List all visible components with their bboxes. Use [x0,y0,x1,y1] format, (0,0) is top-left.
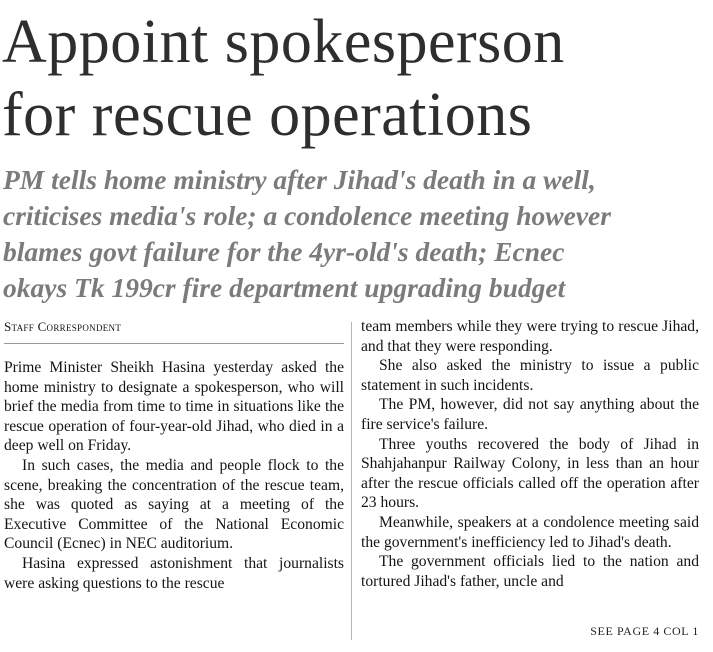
subhead-line-1: PM tells home ministry after Jihad's death in a well, [3,164,596,195]
paragraph: The government officials lied to the nation and tortured Jihad's father, uncle and [361,553,699,590]
paragraph: She also asked the ministry to issue a public statement in such incidents. [361,357,699,394]
subhead-line-3: blames govt failure for the 4yr-old's death; Ecnec [3,236,565,267]
subhead-line-2: criticises media's role; a condolence meeting however [3,200,611,231]
paragraph: The PM, however, did not say anything about the fire service's failure. [361,396,699,433]
column-divider [351,322,352,640]
continued-on-page-label: SEE PAGE 4 COL 1 [590,624,699,638]
article-column-right [361,317,699,591]
subhead-line-4: okays Tk 199cr fire department upgrading budget [3,272,566,303]
paragraph: team members while they were trying to rescue Jihad, and that they were responding. [361,318,699,355]
subheadline [3,162,709,306]
paragraph: Hasina expressed astonishment that journalists were asking questions to the rescue [4,554,344,592]
byline: Staff Correspondent [4,317,344,344]
paragraph: Three youths recovered the body of Jihad in Shahjahanpur Railway Colony, in less than an hour after the rescue officials called off the operation after 23 hours. [361,435,699,512]
headline-line-2: for rescue operations [2,81,533,149]
paragraph: In such cases, the media and people flock to the scene, breaking the concentration of the rescue team, she was quoted as saying at a meeting of the Executive Committee of the National Economic Council (Ecnec) in NEC auditorium. [4,456,344,553]
headline-line-1: Appoint spokesperson [2,8,565,76]
paragraph: Prime Minister Sheikh Hasina yesterday asked the home ministry to designate a spokesperson, who will brief the media from time to time in situations like the rescue operation of four-year-old Jihad, who died in a deep well on Friday. [4,359,344,455]
paragraph: Meanwhile, speakers at a condolence meeting said the government's inefficiency led to Jihad's death. [361,513,699,551]
headline [2,6,708,152]
article-column-left [4,317,344,593]
